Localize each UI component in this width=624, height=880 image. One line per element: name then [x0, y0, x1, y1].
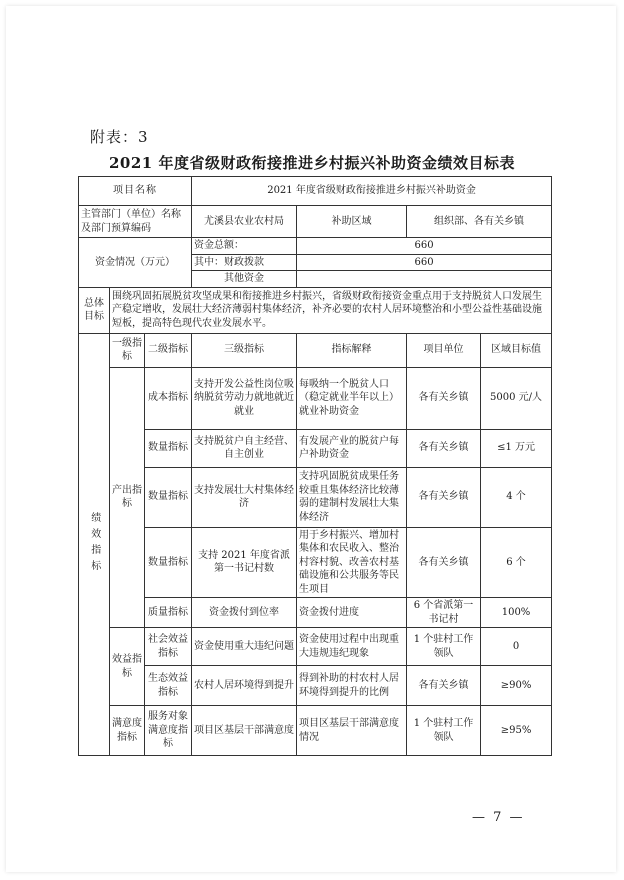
- indicator-header-row: [79, 333, 552, 367]
- total-value: 660: [297, 238, 552, 255]
- page-number: — 7 —: [472, 810, 525, 825]
- satisfaction-indicator-label: 满意度指标: [110, 706, 145, 756]
- indicator-row: [79, 429, 552, 467]
- explain-cell: 资金拨付进度: [297, 598, 407, 628]
- other-label: 其他资金: [192, 271, 297, 288]
- level3-cell: 农村人居环境得到提升: [192, 666, 297, 706]
- explain-cell: 项目区基层干部满意度情况: [297, 706, 407, 756]
- document-title: 2021 年度省级财政衔接推进乡村振兴补助资金绩效目标表: [109, 154, 515, 172]
- explain-cell: 有发展产业的脱贫户每户补助资金: [297, 429, 407, 467]
- unit-cell: 各有关乡镇: [407, 467, 481, 527]
- unit-cell: 1 个驻村工作领队: [407, 628, 481, 666]
- indicator-row: [79, 367, 552, 429]
- level3-cell: 支持 2021 年度省派第一书记村数: [192, 527, 297, 598]
- header-target: 区域目标值: [481, 333, 552, 367]
- header-explain: 指标解释: [297, 333, 407, 367]
- level3-cell: 项目区基层干部满意度: [192, 706, 297, 756]
- explain-cell: 得到补助的村农村人居环境得到提升的比例: [297, 666, 407, 706]
- level2-cell: 生态效益指标: [145, 666, 192, 706]
- indicator-row: [79, 628, 552, 666]
- funding-total-row: [79, 238, 552, 255]
- level2-cell: 社会效益指标: [145, 628, 192, 666]
- output-indicator-label: 产出指标: [110, 367, 145, 628]
- level2-cell: 数量指标: [145, 527, 192, 598]
- department-value: 尤溪县农业农村局: [192, 206, 297, 238]
- project-name-row: [79, 177, 552, 206]
- target-cell: 5000 元/人: [481, 367, 552, 429]
- target-cell: ≥90%: [481, 666, 552, 706]
- header-level3: 三级指标: [192, 333, 297, 367]
- region-value: 组织部、各有关乡镇: [407, 206, 552, 238]
- department-label: 主管部门（单位）名称及部门预算编码: [79, 206, 192, 238]
- total-label: 资金总额：: [192, 238, 297, 255]
- indicator-row: [79, 598, 552, 628]
- overall-goal-label: 总体目标: [79, 287, 110, 333]
- project-name-label: 项目名称: [79, 177, 192, 206]
- level3-cell: 支持脱贫户自主经营、自主创业: [192, 429, 297, 467]
- level2-cell: 数量指标: [145, 429, 192, 467]
- header-level2: 二级指标: [145, 333, 192, 367]
- target-cell: 0: [481, 628, 552, 666]
- region-label: 补助区域: [297, 206, 407, 238]
- fiscal-label: 其中：财政拨款: [192, 254, 297, 271]
- fiscal-value: 660: [297, 254, 552, 271]
- performance-indicator-label: [79, 333, 110, 756]
- explain-cell: 资金使用过程中出现重大违规违纪现象: [297, 628, 407, 666]
- header-level1: 一级指标: [110, 333, 145, 367]
- attachment-label: 附表：3: [90, 128, 149, 146]
- department-row: [79, 206, 552, 238]
- explain-cell: 支持巩固脱贫成果任务较重且集体经济比较薄弱的建制村发展壮大集体经济: [297, 467, 407, 527]
- funding-label: 资金情况（万元）: [79, 238, 192, 288]
- level3-cell: 资金拨付到位率: [192, 598, 297, 628]
- unit-cell: 各有关乡镇: [407, 429, 481, 467]
- unit-cell: 各有关乡镇: [407, 527, 481, 598]
- benefit-indicator-label: 效益指标: [110, 628, 145, 706]
- level2-cell: 质量指标: [145, 598, 192, 628]
- indicator-row: [79, 527, 552, 598]
- indicator-row: [79, 467, 552, 527]
- level3-cell: 资金使用重大违纪问题: [192, 628, 297, 666]
- explain-cell: 用于乡村振兴、增加村集体和农民收入、整治村容村貌、改善农村基础设施和公共服务等民生项目: [297, 527, 407, 598]
- target-cell: 6 个: [481, 527, 552, 598]
- level2-cell: 成本指标: [145, 367, 192, 429]
- project-name-value: 2021 年度省级财政衔接推进乡村振兴补助资金: [192, 177, 552, 206]
- indicator-row: [79, 666, 552, 706]
- overall-goal-row: [79, 287, 552, 333]
- unit-cell: 1 个驻村工作领队: [407, 706, 481, 756]
- target-cell: 4 个: [481, 467, 552, 527]
- other-value: [297, 271, 552, 288]
- performance-indicator-text: 绩效指标: [88, 512, 100, 577]
- level3-cell: 支持开发公益性岗位吸纳脱贫劳动力就地就近就业: [192, 367, 297, 429]
- target-cell: ≤1 万元: [481, 429, 552, 467]
- indicator-row: [79, 706, 552, 756]
- explain-cell: 每吸纳一个脱贫人口（稳定就业半年以上）就业补助资金: [297, 367, 407, 429]
- overall-goal-text: 围绕巩固拓展脱贫攻坚成果和衔接推进乡村振兴，省级财政衔接资金重点用于支持脱贫人口发展生产稳定增收，发展壮大经济薄弱村集体经济，补齐必要的农村人居环境整治和小型公益性基础设施短板，提高特色现代农业发展水平。: [110, 287, 552, 333]
- level3-cell: 支持发展壮大村集体经济: [192, 467, 297, 527]
- level2-cell: 数量指标: [145, 467, 192, 527]
- level2-cell: 服务对象满意度指标: [145, 706, 192, 756]
- performance-goal-table: [78, 176, 552, 756]
- target-cell: 100%: [481, 598, 552, 628]
- unit-cell: 各有关乡镇: [407, 666, 481, 706]
- target-cell: ≥95%: [481, 706, 552, 756]
- unit-cell: 6 个省派第一书记村: [407, 598, 481, 628]
- header-unit: 项目单位: [407, 333, 481, 367]
- unit-cell: 各有关乡镇: [407, 367, 481, 429]
